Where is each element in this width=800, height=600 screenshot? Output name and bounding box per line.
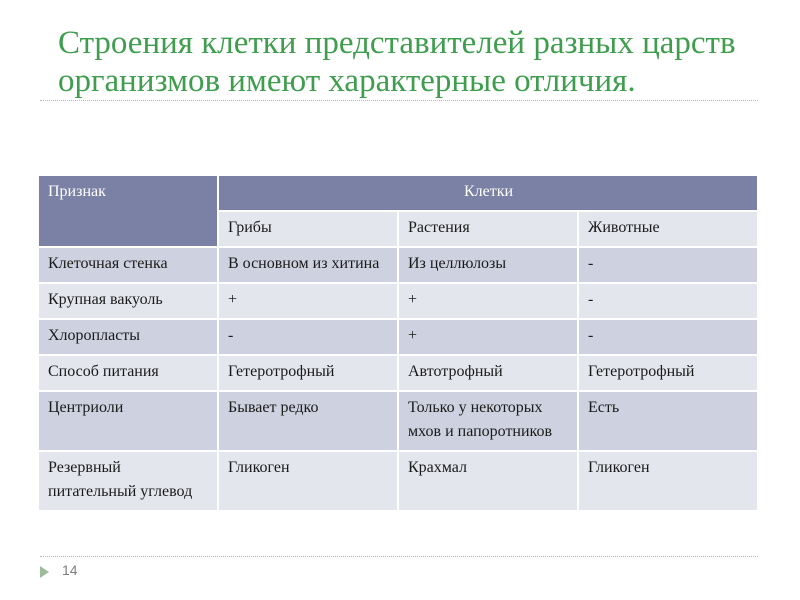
table-row — [38, 319, 758, 355]
cell-plants: Только у некоторых мхов и папоротников — [398, 391, 578, 451]
column-header-plants: Растения — [398, 211, 578, 247]
page-number: 14 — [62, 562, 78, 578]
cell-animals: Гликоген — [578, 451, 758, 511]
row-feature: Способ питания — [38, 355, 218, 391]
title-divider — [40, 100, 758, 101]
slide-title: Строения клетки представителей разных царств организмов имеют характерные отличия. — [58, 25, 736, 99]
row-feature: Центриоли — [38, 391, 218, 451]
column-header-fungi: Грибы — [218, 211, 398, 247]
table-row — [38, 451, 758, 511]
cell-plants: Автотрофный — [398, 355, 578, 391]
cell-fungi: Гликоген — [218, 451, 398, 511]
cell-plants: Из целлюлозы — [398, 247, 578, 283]
cell-fungi: В основном из хитина — [218, 247, 398, 283]
cell-animals: - — [578, 283, 758, 319]
row-feature: Хлоропласты — [38, 319, 218, 355]
cell-animals: - — [578, 247, 758, 283]
cell-fungi: Бывает редко — [218, 391, 398, 451]
cell-animals: Есть — [578, 391, 758, 451]
cell-plants: + — [398, 283, 578, 319]
row-feature: Резервный питательный углевод — [38, 451, 218, 511]
table-header-row — [38, 175, 758, 211]
cell-animals: - — [578, 319, 758, 355]
row-feature: Крупная вакуоль — [38, 283, 218, 319]
table-row — [38, 283, 758, 319]
column-header-animals: Животные — [578, 211, 758, 247]
footer-divider — [40, 556, 758, 557]
comparison-table — [37, 174, 759, 512]
cell-fungi: Гетеротрофный — [218, 355, 398, 391]
table-row — [38, 391, 758, 451]
table-row — [38, 355, 758, 391]
header-cells-group: Клетки — [218, 175, 758, 211]
cell-fungi: + — [218, 283, 398, 319]
cell-plants: + — [398, 319, 578, 355]
triangle-bullet-icon — [40, 566, 49, 578]
cell-animals: Гетеротрофный — [578, 355, 758, 391]
cell-plants: Крахмал — [398, 451, 578, 511]
table-row — [38, 247, 758, 283]
header-feature: Признак — [38, 175, 218, 247]
row-feature: Клеточная стенка — [38, 247, 218, 283]
cell-fungi: - — [218, 319, 398, 355]
